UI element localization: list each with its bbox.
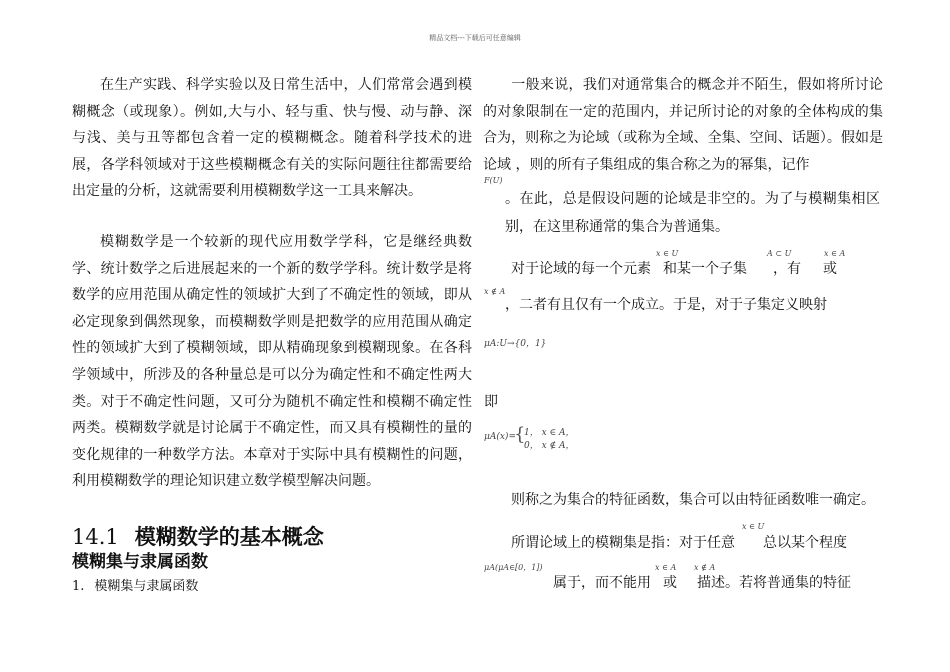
nonempty-sentence-1	[505, 185, 880, 241]
mapping-formula: μA:U→{0，1}	[484, 339, 547, 349]
text-have: ，有	[773, 261, 801, 277]
case-one: 1， x ∈ A，	[524, 428, 575, 438]
membership-degree-formula: μA(μA∈[0，1])	[484, 563, 543, 572]
formula-x-in-U: x ∈ U	[656, 249, 679, 258]
text-fuzzy-set-def: 所谓论域上的模糊集是指：对于任意	[511, 535, 735, 551]
section-heading	[72, 523, 324, 551]
text-or-2: 或	[663, 575, 677, 591]
text-or: 或	[823, 261, 837, 277]
formula-any-x-in-U: x ∈ U	[742, 522, 765, 531]
characteristic-sentence: 则称之为集合的特征函数，集合可以由特征函数唯一确定。	[511, 492, 875, 508]
membership-sentence-line2: ，二者有且仅有一个成立。于是，对于子集定义映射	[505, 297, 827, 313]
formula-x-notin-A-2: x ∉ A	[694, 563, 716, 572]
left-brace: {	[514, 424, 526, 445]
item-number: 1.	[72, 579, 85, 594]
ji-word: 即	[484, 394, 498, 410]
text-describe: 描述。若将普通集的特征	[697, 575, 851, 591]
section-number: 14.1	[72, 525, 119, 549]
text-degree: 总以某个程度	[763, 535, 847, 551]
left-column	[72, 72, 472, 495]
section-title: 模糊数学的基本概念	[134, 524, 324, 549]
formula-x-in-A-2: x ∈ A	[655, 563, 677, 572]
universe-paragraph	[483, 72, 883, 178]
formula-x-in-A: x ∈ A	[824, 249, 846, 258]
subsection-heading: 模糊集与隶属函数	[72, 552, 208, 572]
text-each-element: 对于论域的每一个元素	[511, 261, 651, 277]
universe-paragraph-text: 一般来说，我们对通常集合的概念并不陌生，假如将所讨论的对象限制在一定的范围内，并记所讨论的对象的全体构成的集合为，则称之为论域（或称为全域、全集、空间、话题）。假如是论域 ，则的所有子集组成的集合称之为的幂集，记作	[483, 77, 883, 173]
case-two: 0， x ∉ A，	[524, 441, 575, 451]
formula-x-notin-A: x ∉ A	[484, 287, 506, 296]
membership-sentence-line1	[511, 258, 837, 278]
text-belongs: 属于，而不能用	[553, 575, 651, 591]
formula-A-subset-U: A ⊂ U	[767, 249, 792, 258]
fuzzy-set-sentence-line2	[553, 572, 851, 592]
intro-paragraph: 在生产实践、科学实验以及日常生活中，人们常常会遇到模糊概念（或现象）。例如,大与小、轻与重、快与慢、动与静、深与浅、美与丑等都包含着一定的模糊概念。随着科学技术的进展，各学科领域对于这些模糊概念有关的实际问题往往都需要给出定量的分析，这就需要利用模糊数学这一工具来解决。	[72, 77, 472, 200]
fuzzy-math-paragraph: 模糊数学是一个较新的现代应用数学学科，它是继经典数学、统计数学之后进展起来的一个新的数学学科。统计数学是将数学的应用范围从确定性的领域扩大到了不确定性的领域，即从必定现象到偶然现象，而模糊数学则是把数学的应用范围从确定性的领域扩大到了模糊领域，即从精确现象到模糊现象。在各科学领域中，所涉及的各种量总是可以分为确定性和不确定性两大类。对于不确定性问题，又可分为随机不确定性和模糊不确定性两类。模糊数学就是讨论属于不确定性，而又具有模糊性的量的变化规律的一种数学方法。本章对于实际中具有模糊性的问题，利用模糊数学的理论知识建立数学模型解决问题。	[72, 233, 472, 490]
fuzzy-set-sentence-line1	[511, 532, 847, 552]
page-header: 精品文档---下载后可任意编辑	[429, 34, 521, 42]
nonempty-text: 。在此，总是假设问题的论域是非空的。为了与模糊集相区别，在这里称通常的集合为普通集。	[505, 191, 880, 235]
function-left-side: μA(x)=	[484, 432, 516, 442]
power-set-formula: F(U)	[484, 176, 503, 185]
item-title: 模糊集与隶属函数	[94, 579, 199, 594]
text-subset: 和某一个子集	[663, 261, 747, 277]
numbered-item-heading	[72, 577, 198, 597]
